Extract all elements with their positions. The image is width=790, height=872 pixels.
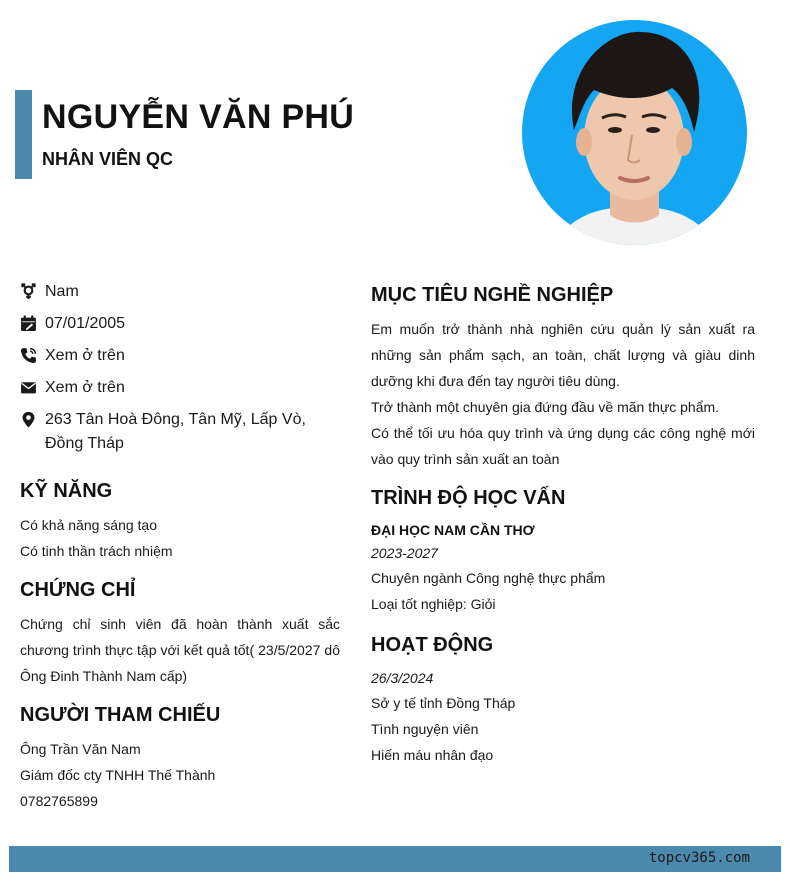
list-item: Hiến máu nhân đạo bbox=[371, 747, 494, 763]
contact-info bbox=[20, 280, 345, 464]
footer-site: topcv365.com bbox=[648, 850, 750, 866]
contact-text: Xem ở trên bbox=[45, 347, 125, 364]
objective-paragraph: Trở thành một chuyên gia đứng đầu về mãn thực phẩm. bbox=[371, 399, 720, 415]
contact-text: 07/01/2005 bbox=[45, 315, 126, 332]
contact-text: Nam bbox=[45, 283, 79, 300]
email-icon bbox=[20, 379, 37, 396]
objective-paragraph: Có thể tối ưu hóa quy trình và ứng dụng các công nghệ mới vào quy trình sản xuất an toàn bbox=[371, 425, 755, 467]
contact-text: Xem ở trên bbox=[45, 379, 125, 396]
contact-gender bbox=[20, 280, 345, 304]
full-name: NGUYỄN VĂN PHÚ bbox=[42, 98, 355, 136]
calendar-icon bbox=[20, 315, 37, 332]
section-title: MỤC TIÊU NGHỀ NGHIỆP bbox=[371, 284, 614, 306]
list-item: Có khả năng sáng tạo bbox=[20, 517, 157, 533]
contact-phone bbox=[20, 344, 345, 368]
section-title: HOẠT ĐỘNG bbox=[371, 634, 494, 656]
contact-text: 263 Tân Hoà Đông, Tân Mỹ, Lấp Vò, Đồng Tháp bbox=[45, 411, 306, 452]
section-title: KỸ NĂNG bbox=[20, 480, 113, 502]
certificate-text: Chứng chỉ sinh viên đã hoàn thành xuất sắc chương trình thực tập với kết quả tốt( 23/5/2027 dô Ông Đinh Thành Nam cấp) bbox=[20, 616, 340, 684]
list-item: Ông Trần Văn Nam bbox=[20, 741, 141, 757]
certificates-section bbox=[20, 577, 340, 689]
profile-photo bbox=[522, 20, 747, 245]
gender-icon bbox=[20, 283, 37, 300]
section-title: NGƯỜI THAM CHIẾU bbox=[20, 704, 221, 726]
name-header bbox=[15, 90, 435, 179]
major: Chuyên ngành Công nghệ thực phẩm bbox=[371, 570, 606, 586]
contact-birthday bbox=[20, 312, 345, 336]
skills-section bbox=[20, 478, 340, 564]
objective-section bbox=[371, 282, 755, 472]
list-item: Giám đốc cty TNHH Thế Thành bbox=[20, 767, 216, 783]
activity-date: 26/3/2024 bbox=[371, 670, 434, 686]
contact-email bbox=[20, 376, 345, 400]
grade: Loại tốt nghiệp: Giỏi bbox=[371, 596, 496, 612]
location-pin-icon bbox=[20, 411, 37, 428]
study-period: 2023-2027 bbox=[371, 545, 438, 561]
job-title: NHÂN VIÊN QC bbox=[42, 149, 174, 169]
school-name: ĐẠI HỌC NAM CẦN THƠ bbox=[371, 522, 535, 538]
objective-paragraph: Em muốn trở thành nhà nghiên cứu quản lý sản xuất ra những sản phẩm sạch, an toàn, chất lượng và giàu dinh dưỡng khi đưa đến tay người tiêu dùng. bbox=[371, 321, 755, 389]
contact-address bbox=[20, 408, 345, 456]
accent-bar bbox=[15, 90, 32, 179]
list-item: Tình nguyện viên bbox=[371, 721, 479, 737]
list-item: 0782765899 bbox=[20, 793, 98, 809]
section-title: TRÌNH ĐỘ HỌC VẤN bbox=[371, 487, 566, 509]
footer-bar bbox=[9, 846, 781, 872]
list-item: Có tinh thần trách nhiệm bbox=[20, 543, 173, 559]
activities-section bbox=[371, 632, 755, 768]
list-item: Sở y tế tỉnh Đồng Tháp bbox=[371, 695, 516, 711]
references-section bbox=[20, 702, 340, 814]
phone-icon bbox=[20, 347, 37, 364]
education-section bbox=[371, 485, 755, 617]
section-title: CHỨNG CHỈ bbox=[20, 579, 136, 601]
